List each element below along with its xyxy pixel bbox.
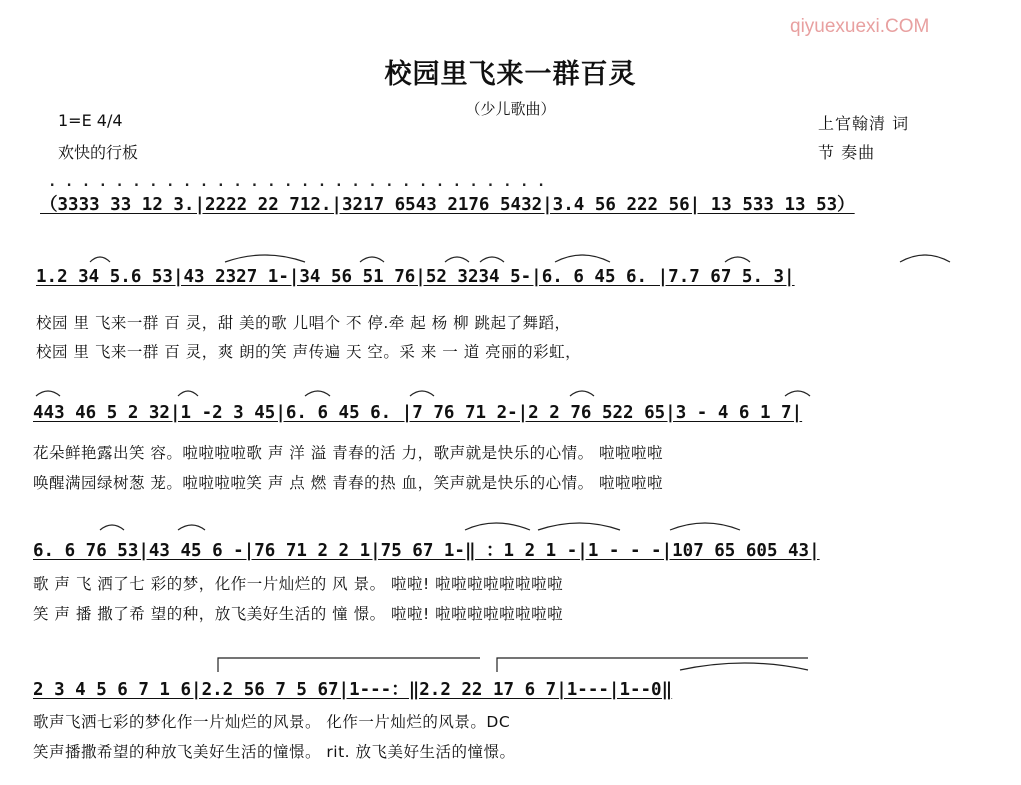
notation-row-4: 6. 6 76 53|43 45 6 -|76 71 2 2 1|75 67 1-‖ ：1 2 1 -|1 - - -|107 65 605 43|: [33, 541, 820, 561]
slur-mark: [465, 523, 530, 530]
composer-credit: 节 奏曲: [818, 143, 876, 162]
lyrics-row-5-verse-2: 笑声播撒希望的种放飞美好生活的憧憬。 rit. 放飞美好生活的憧憬。: [33, 743, 516, 761]
slur-mark: [480, 257, 504, 262]
song-subtitle: （少儿歌曲）: [465, 100, 556, 118]
volta-bracket-2: [497, 658, 808, 672]
octave-dots-row-1: . . . . . . . . . . . . . . . . . . . . . . . . . . . . . .: [48, 174, 546, 190]
slur-mark: [680, 663, 808, 670]
lyrics-row-2-verse-2: 校园 里 飞来一群 百 灵，爽 朗的笑 声传遍 天 空。采 来 一 道 亮丽的彩虹，: [36, 343, 582, 361]
slur-mark: [305, 391, 330, 396]
slur-mark: [225, 255, 305, 262]
slur-mark: [570, 391, 594, 396]
lyrics-row-3-verse-1: 花朵鲜艳露出笑 容。啦啦啦啦歌 声 洋 溢 青春的活 力，歌声就是快乐的心情。 啦啦啦啦: [33, 444, 663, 462]
notation-row-5: 2 3 4 5 6 7 1 6|2.2 56 7 5 67|1---：‖2.2 22 17 6 7|1---|1--0‖: [33, 680, 673, 700]
lyricist-credit: 上官翰清 词: [818, 114, 910, 133]
slur-mark: [555, 255, 610, 262]
slur-mark: [410, 391, 434, 396]
notation-row-2: 1.2 34 5.6 53|43 2327 1-|34 56 51 76|52 3234 5-|6. 6 45 6. |7.7 67 5. 3|: [36, 267, 795, 287]
slur-mark: [670, 523, 740, 530]
slur-mark: [36, 391, 60, 396]
lyrics-row-4-verse-2: 笑 声 播 撒了希 望的种，放飞美好生活的 憧 憬。 啦啦! 啦啦啦啦啦啦啦啦: [33, 605, 564, 623]
notation-row-1: （3333 33 12 3.|2222 22 712.|3217 6543 2176 5432|3.4 56 222 56| 13 533 13 53）: [40, 195, 855, 215]
lyrics-row-2-verse-1: 校园 里 飞来一群 百 灵，甜 美的歌 儿唱个 不 停.牵 起 杨 柳 跳起了舞蹈，: [36, 314, 571, 332]
watermark-text: qiyuexuexi.COM: [790, 16, 930, 37]
slur-mark: [178, 391, 198, 396]
slur-mark: [900, 255, 950, 262]
tempo-marking: 欢快的行板: [58, 143, 139, 162]
lyrics-row-3-verse-2: 唤醒满园绿树葱 茏。啦啦啦啦笑 声 点 燃 青春的热 血，笑声就是快乐的心情。 啦啦啦啦: [33, 474, 663, 492]
lyrics-row-5-verse-1: 歌声飞洒七彩的梦化作一片灿烂的风景。 化作一片灿烂的风景。DC: [33, 713, 511, 731]
lyrics-row-4-verse-1: 歌 声 飞 洒了七 彩的梦，化作一片灿烂的 风 景。 啦啦! 啦啦啦啦啦啦啦啦: [33, 575, 564, 593]
key-signature: 1=E 4/4: [58, 111, 123, 130]
slur-mark: [538, 523, 620, 530]
slur-mark: [90, 257, 110, 262]
slur-mark: [100, 525, 124, 530]
slur-mark: [725, 257, 750, 262]
song-title: 校园里飞来一群百灵: [384, 59, 637, 90]
slur-mark: [360, 257, 384, 262]
notation-row-3: 443 46 5 2 32|1 -2 3 45|6. 6 45 6. |7 76 71 2-|2 2 76 522 65|3 - 4 6 1 7|: [33, 403, 803, 423]
volta-bracket-1: [218, 658, 480, 672]
slur-mark: [178, 525, 205, 530]
slur-mark: [445, 257, 469, 262]
slur-mark: [785, 391, 810, 396]
